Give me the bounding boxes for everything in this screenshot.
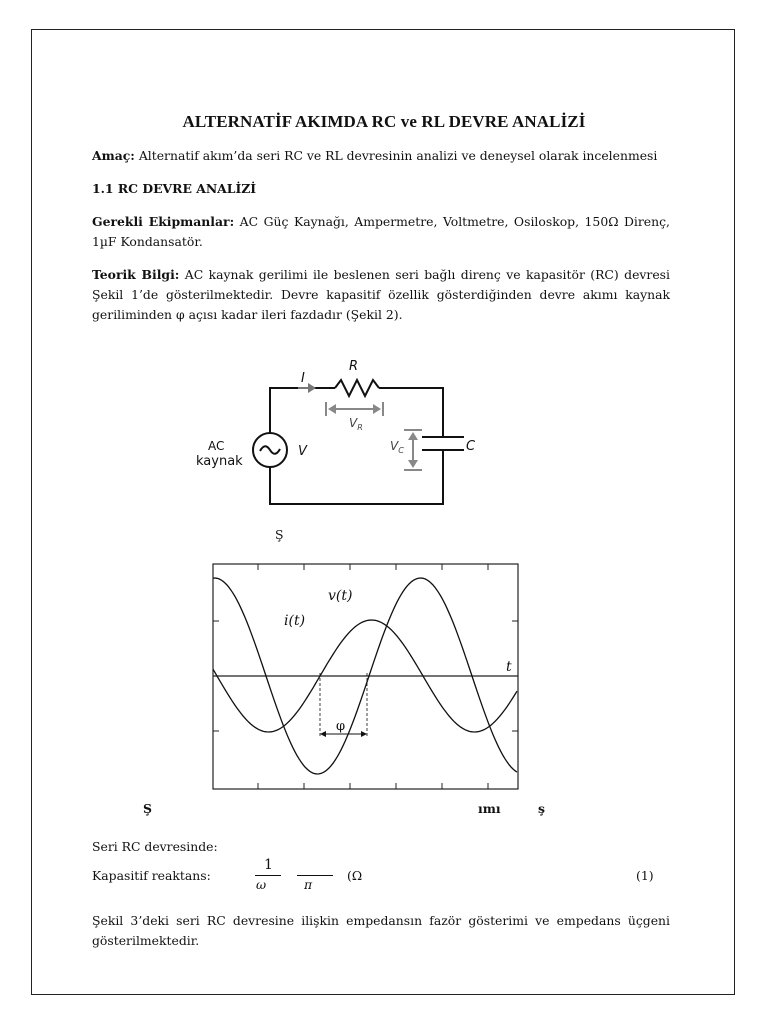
sine-icon	[260, 446, 280, 454]
reactance-unit: (Ω	[347, 868, 363, 883]
closing-paragraph: Şekil 3’deki seri RC devresine ilişkin empedansın fazör gösterimi ve empedans üçgeni gösterilmektedir.	[92, 913, 670, 948]
wire-bottom	[270, 450, 443, 504]
rc-circuit-diagram	[190, 352, 490, 517]
equipment-label: Gerekli Ekipmanlar:	[92, 214, 235, 229]
aim-label: Amaç:	[92, 148, 135, 163]
page-title: ALTERNATİF AKIMDA RC ve RL DEVRE ANALİZİ	[182, 112, 586, 131]
current-arrow-head	[308, 383, 316, 393]
vc-arrow-top	[408, 432, 418, 440]
section-heading: 1.1 RC DEVRE ANALİZİ	[92, 181, 257, 196]
aim-paragraph	[92, 146, 670, 166]
theory-paragraph	[92, 265, 670, 325]
reactance-numerator: 1	[264, 857, 273, 873]
source-label-kaynak: kaynak	[196, 454, 243, 469]
vr-label: $V_R$	[349, 416, 363, 432]
resistor-symbol	[335, 380, 379, 396]
figure2-caption-left: Ş	[143, 801, 152, 816]
figure1-caption: Ş	[275, 527, 284, 542]
aim-text: Alternatif akım’da seri RC ve RL devresinin analizi ve deneysel olarak incelenmesi	[134, 148, 658, 163]
theory-text: AC kaynak gerilimi ile beslenen seri bağlı direnç ve kapasitör (RC) devresi Şekil 1’de gösterilmektedir. Devre kapasitif özellik gösterdiğinden devre akımı kaynak geriliminden φ açısı kadar ileri fazdadır (Şekil 2).	[92, 267, 670, 322]
vr-arrow-right	[373, 404, 381, 414]
figure2-caption-right: ş	[538, 801, 545, 816]
equation-number: (1)	[636, 868, 654, 883]
i-label: i(t)	[284, 613, 306, 629]
reactance-label: Kapasitif reaktans:	[92, 868, 211, 883]
vc-label: $V_C$	[390, 439, 404, 455]
vc-arrow-bottom	[408, 460, 418, 468]
t-label: t	[506, 659, 512, 675]
phi-label: φ	[336, 719, 346, 734]
capacitor-label: C	[466, 439, 476, 454]
fraction-bar-pi	[297, 875, 333, 876]
series-rc-text: Seri RC devresinde:	[92, 839, 218, 854]
reactance-pi: π	[304, 877, 313, 892]
reactance-denominator: ω	[256, 877, 267, 892]
figure2-caption-mid: ımı	[478, 801, 501, 816]
source-label-ac: AC	[208, 439, 225, 453]
vr-arrow-left	[328, 404, 336, 414]
voltage-label: V	[298, 444, 307, 459]
waveform-plot	[212, 563, 520, 791]
v-label: v(t)	[328, 588, 353, 604]
equipment-paragraph	[92, 212, 670, 252]
equipment-text: AC Güç Kaynağı, Ampermetre, Voltmetre, Osiloskop, 150Ω Direnç, 1µF Kondansatör.	[92, 214, 670, 249]
resistor-label: R	[349, 359, 359, 374]
theory-label: Teorik Bilgi:	[92, 267, 180, 282]
fraction-bar	[255, 875, 281, 876]
current-label: I	[301, 371, 305, 386]
